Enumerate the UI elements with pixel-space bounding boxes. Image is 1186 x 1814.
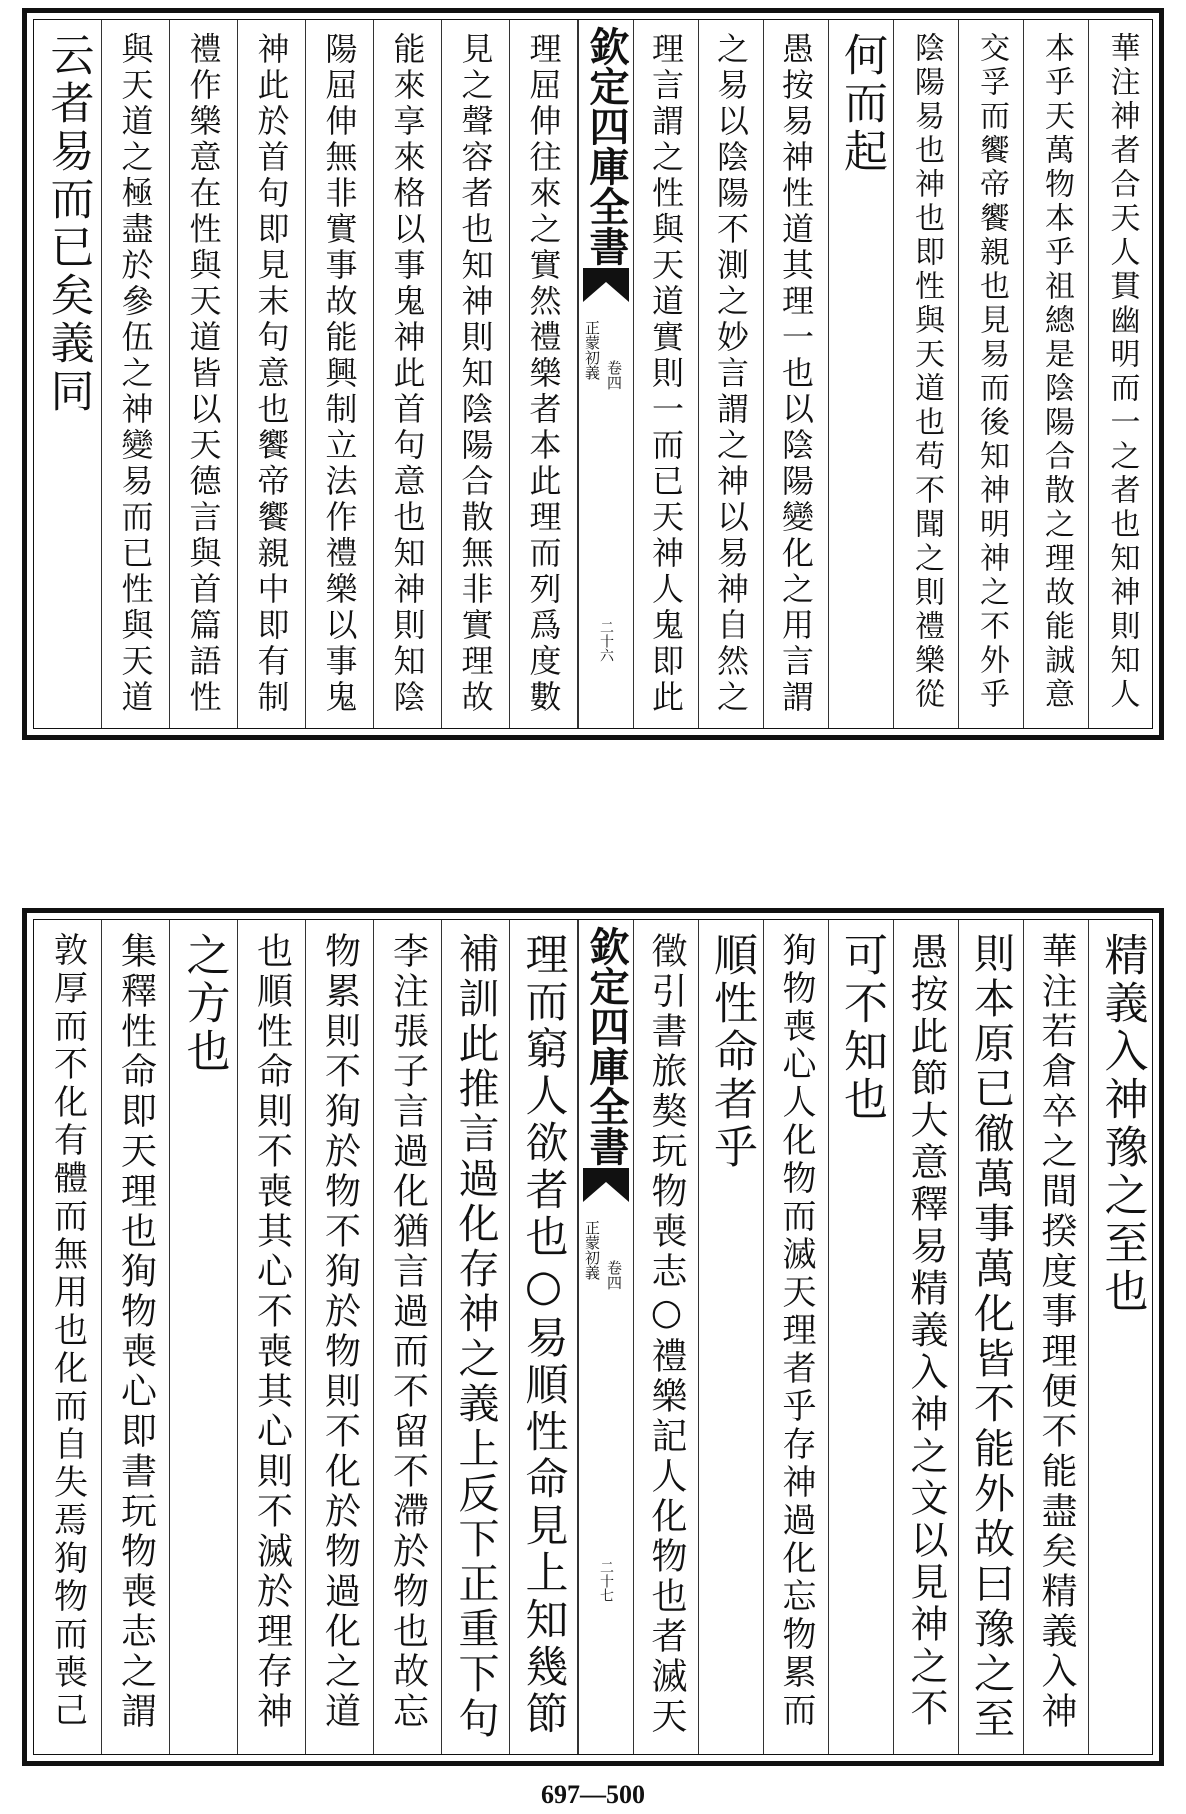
text-column [170,20,238,728]
column-text: 與天道之極盡於參伍之神變易而已性與天道 [116,32,155,716]
text-column [1089,20,1154,728]
text-column [634,20,699,728]
column-text: 之方也 [178,932,230,1076]
column-text: 陰陽易也神也即性與天道也苟不聞之則禮樂從 [909,32,944,712]
column-text: 狥物喪心人化物而滅天理者乎存神過化忘物累而 [776,932,816,1730]
text-column [510,20,578,728]
text-column [634,920,699,1754]
page-center-strip [578,20,634,728]
column-text: 順性命者乎 [706,932,757,1172]
volume-label: 卷四 [605,360,623,390]
page-center-strip [578,920,634,1754]
column-text: 徵引書旅獒玩物喪志○禮樂記人化物也者滅天 [646,932,687,1737]
column-text: 云者易而已矣義同 [42,32,94,416]
column-text: 物累則不狥於物不狥於物則不化於物過化之道 [319,932,361,1732]
text-column [102,20,170,728]
column-text: 則本原已徹萬事萬化皆不能外故曰豫之至 [967,932,1015,1742]
text-column [306,920,374,1754]
text-column [959,920,1024,1754]
column-text: 補訓此推言過化存神之義上反下正重下句 [451,932,500,1742]
text-column [442,920,510,1754]
text-column [894,20,959,728]
text-column [170,920,238,1754]
top-page-frame [33,19,1153,729]
text-column [374,20,442,728]
book-title: 正蒙初義 [583,1220,601,1280]
text-column [699,20,764,728]
column-text: 精義入神豫之至也 [1096,932,1148,1316]
text-column [764,20,829,728]
text-column [34,920,102,1754]
scan-page-number: 697—500 [541,1780,645,1809]
text-column [34,20,102,728]
book-series-title: 欽定四庫全書 [583,926,630,1166]
column-text: 理言謂之性與天道實則一而已天神人鬼即此 [647,32,685,716]
volume-label: 卷四 [605,1260,623,1290]
column-text: 華注若倉卒之間揆度事理便不能盡矣精義入神 [1036,932,1077,1732]
fishtail-mark-icon [583,268,629,302]
book-series-title: 欽定四庫全書 [583,26,630,266]
text-column [238,20,306,728]
column-text: 禮作樂意在性與天道皆以天德言與首篇語性 [184,32,223,716]
column-text: 陽屈伸無非實事故能興制立法作禮樂以事鬼 [320,32,359,716]
text-column [510,920,578,1754]
top-page-panel [22,8,1164,740]
text-column [829,920,894,1754]
bottom-page-frame [33,919,1153,1755]
column-text: 之易以陰陽不測之妙言謂之神以易神自然之 [712,32,750,716]
page-number: 二十六 [598,620,614,662]
text-column [1024,920,1089,1754]
page-number: 二十七 [598,1560,614,1602]
column-text: 理屈伸往來之實然禮樂者本此理而列爲度數 [524,32,563,716]
column-text: 愚按此節大意釋易精義入神之文以見神之不 [904,932,948,1730]
column-text: 本乎天萬物本乎祖總是陰陽合散之理故能誠意 [1039,32,1074,712]
column-text: 愚按易神性道其理一也以陰陽變化之用言謂 [777,32,815,716]
column-text: 交孚而饗帝饗親也見易而後知神明神之不外乎 [974,32,1009,712]
text-column [1089,920,1154,1754]
text-column [829,20,894,728]
column-text: 集釋性命即天理也狥物喪心即書玩物喪志之謂 [115,932,157,1732]
column-text: 華注神者合天人貫幽明而一之者也知神則知人 [1104,32,1140,712]
column-text: 李注張子言過化猶言過而不留不滯於物也故忘 [387,932,429,1732]
column-text: 能來享來格以事鬼神此首句意也知神則知陰 [388,32,427,716]
text-column [374,920,442,1754]
text-column [894,920,959,1754]
text-column [764,920,829,1754]
column-text: 敦厚而不化有體而無用也化而自失焉狥物而喪己 [47,932,88,1730]
text-column [959,20,1024,728]
text-column [1024,20,1089,728]
bottom-page-panel [22,908,1164,1766]
text-column [442,20,510,728]
book-title: 正蒙初義 [583,320,601,380]
column-text: 何而起 [836,32,887,176]
column-text: 可不知也 [836,932,887,1124]
column-text: 見之聲容者也知神則知陰陽合散無非實理故 [456,32,495,716]
fishtail-mark-icon [583,1168,629,1202]
column-text: 神此於首句即見末句意也饗帝饗親中即有制 [252,32,291,716]
column-text: 也順性命則不喪其心不喪其心則不滅於理存神 [251,932,293,1732]
text-column [699,920,764,1754]
text-column [238,920,306,1754]
column-text: 理而窮人欲者也○易順性命見上知幾節 [518,932,569,1738]
text-column [306,20,374,728]
text-column [102,920,170,1754]
